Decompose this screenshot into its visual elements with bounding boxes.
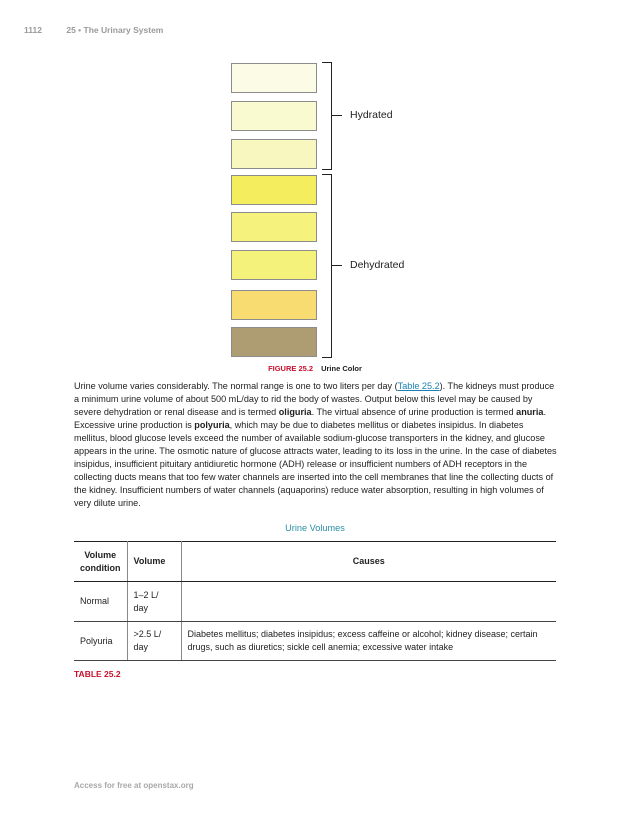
term-polyuria: polyuria: [194, 420, 230, 430]
color-swatch-6: [231, 250, 317, 280]
cell-volume: >2.5 L/ day: [127, 622, 181, 661]
urine-color-figure: [0, 60, 630, 360]
table-row: [74, 622, 556, 661]
body-paragraph: [74, 380, 558, 510]
cell-condition: Polyuria: [74, 622, 127, 661]
dehydrated-bracket-tick: [332, 265, 342, 266]
term-oliguria: oliguria: [278, 407, 312, 417]
page-number: 1112: [24, 25, 42, 35]
color-swatch-1: [231, 63, 317, 93]
body-text-5: , which may be due to diabetes mellitus or diabetes insipidus. In diabetes mellitus, blood glucose levels exceed the number of available sodium-glucose transporters in the kidney, and glucose appears in the urine. The osmotic nature of glucose attracts water, leading to its loss in the urine. In the case of diabetes insipidus, insufficient pituitary antidiuretic hormone (ADH) release or insufficient numbers of ADH receptors in the collecting ducts means that too few water channels are inserted into the cell membranes that line the collecting ducts of the kidney. Insufficient numbers of water channels (aquaporins) reduce water absorption, resulting in high volumes of very dilute urine.: [74, 420, 557, 508]
cell-condition: Normal: [74, 582, 127, 622]
color-swatch-4: [231, 175, 317, 205]
table-title: Urine Volumes: [285, 523, 345, 533]
urine-volumes-table: [74, 541, 556, 661]
body-text-1: Urine volume varies considerably. The normal range is one to two liters per day (: [74, 381, 398, 391]
body-text-2: ). The kidneys must produce a minimum urine volume of about 500 mL/day to rid the body of wastes. Output below this level may be caused by severe dehydration or renal disease and is termed: [74, 381, 555, 417]
header-volume: Volume: [127, 542, 181, 582]
table-label: TABLE 25.2: [74, 669, 121, 679]
running-head: [24, 25, 163, 35]
term-anuria: anuria: [516, 407, 544, 417]
hydrated-bracket: [322, 62, 332, 170]
chapter-title: 25 • The Urinary System: [66, 25, 164, 35]
color-swatch-7: [231, 290, 317, 320]
hydrated-label: Hydrated: [350, 109, 393, 121]
figure-caption: [0, 364, 630, 373]
footer-access-note: Access for free at openstax.org: [74, 781, 194, 790]
color-swatch-3: [231, 139, 317, 169]
cell-causes: Diabetes mellitus; diabetes insipidus; excess caffeine or alcohol; kidney disease; certain drugs, such as diuretics; sickle cell anemia; excessive water intake: [181, 622, 556, 661]
figure-number: FIGURE 25.2: [268, 364, 314, 373]
color-swatch-5: [231, 212, 317, 242]
cell-volume: 1–2 L/ day: [127, 582, 181, 622]
body-text-3: . The virtual absence of urine production is termed: [311, 407, 517, 417]
header-volume-condition: Volume condition: [74, 542, 127, 582]
table-reference-link[interactable]: Table 25.2: [397, 381, 440, 391]
cell-causes: [181, 582, 556, 622]
hydrated-bracket-tick: [332, 115, 342, 116]
figure-title: Urine Color: [321, 364, 362, 373]
body-text-4: . Excessive urine production is: [74, 407, 546, 430]
color-swatch-2: [231, 101, 317, 131]
table-row: [74, 582, 556, 622]
dehydrated-bracket: [322, 174, 332, 358]
dehydrated-label: Dehydrated: [350, 259, 405, 271]
table-header-row: [74, 542, 556, 582]
header-causes: Causes: [181, 542, 556, 582]
color-swatch-8: [231, 327, 317, 357]
